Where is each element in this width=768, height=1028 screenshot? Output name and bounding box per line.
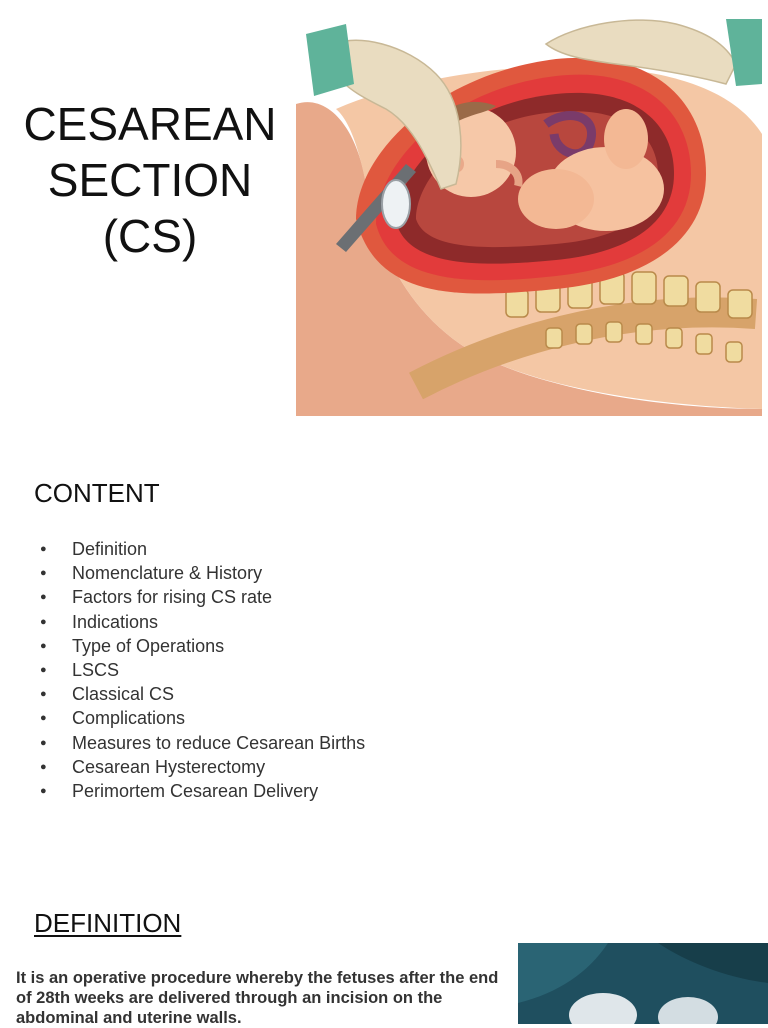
list-item: ● Nomenclature & History	[34, 561, 365, 585]
definition-text: It is an operative procedure whereby the fetuses after the end of 28th weeks are delivered through an incision on the abdominal and uterine walls.	[16, 969, 499, 1027]
list-item: ● Definition	[34, 537, 365, 561]
list-item: ● Classical CS	[34, 682, 365, 706]
list-item: ● Cesarean Hysterectomy	[34, 755, 365, 779]
surgery-photo	[518, 943, 768, 1024]
list-item: ● Type of Operations	[34, 634, 365, 658]
content-heading: CONTENT	[34, 478, 160, 508]
document-title	[0, 96, 300, 264]
list-item: ● Perimortem Cesarean Delivery	[34, 779, 365, 803]
definition-heading: DEFINITION	[34, 908, 182, 938]
list-item: ● LSCS	[34, 658, 365, 682]
list-item: ● Complications	[34, 706, 365, 730]
list-item: ● Measures to reduce Cesarean Births	[34, 731, 365, 755]
list-item: ● Indications	[34, 610, 365, 634]
content-list	[34, 537, 365, 803]
cesarean-illustration	[296, 14, 762, 416]
title-line: SECTION	[47, 154, 253, 206]
title-line: CESAREAN	[23, 98, 277, 150]
list-item: ● Factors for rising CS rate	[34, 585, 365, 609]
title-line: (CS)	[102, 210, 198, 262]
